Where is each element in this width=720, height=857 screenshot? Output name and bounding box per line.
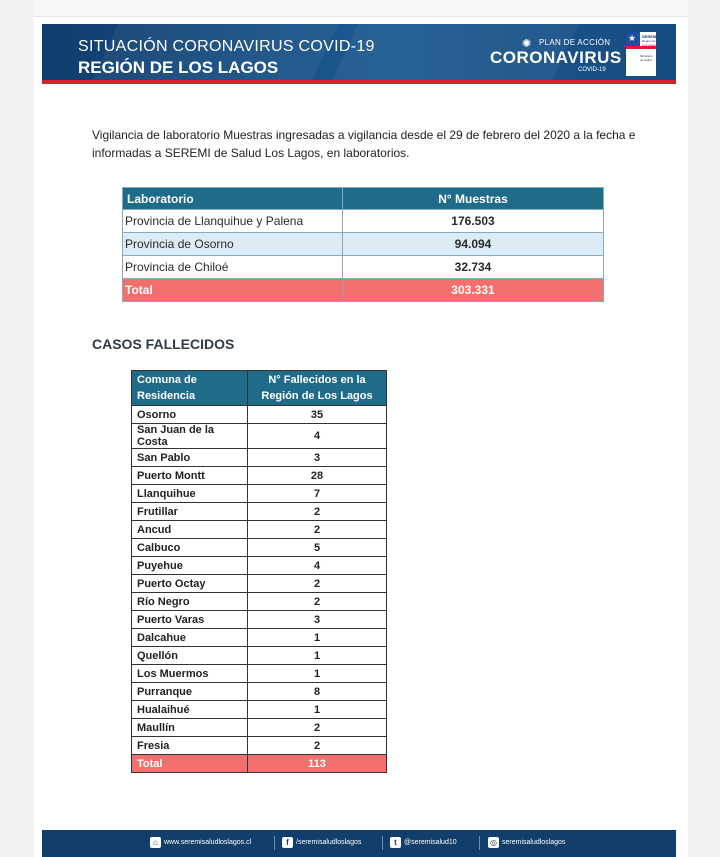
comuna-name: Puyehue — [132, 557, 248, 575]
lab-value: 94.094 — [343, 233, 604, 256]
table-row — [132, 593, 387, 611]
fallecidos-value: 2 — [248, 593, 387, 611]
header-fallecidos: N° Fallecidos en la Región de Los Lagos — [248, 371, 387, 406]
fallecidos-value: 1 — [248, 701, 387, 719]
fallecidos-value: 1 — [248, 629, 387, 647]
comuna-name: Dalcahue — [132, 629, 248, 647]
table-header-row — [132, 371, 387, 406]
table-row — [132, 575, 387, 593]
intro-paragraph: Vigilancia de laboratorio Muestras ingresadas a vigilancia desde el 29 de febrero del 2020 a la fecha e informadas a SEREMI de Salud Los Lagos, en laboratorios. — [92, 128, 636, 160]
table-row — [132, 503, 387, 521]
table-row — [123, 233, 604, 256]
table-row — [132, 424, 387, 449]
comuna-name: San Juan de la Costa — [132, 424, 248, 449]
table-row — [132, 539, 387, 557]
comuna-name: San Pablo — [132, 449, 248, 467]
comuna-name: Maullín — [132, 719, 248, 737]
comuna-name: Frutillar — [132, 503, 248, 521]
footer-twitter[interactable] — [390, 837, 457, 848]
table-row — [132, 629, 387, 647]
comuna-name: Purranque — [132, 683, 248, 701]
fallecidos-value: 8 — [248, 683, 387, 701]
table-row — [132, 737, 387, 755]
footer-bar — [42, 830, 676, 857]
plan-logo-icon: ✺ — [522, 38, 532, 50]
web-icon: ⌂ — [150, 837, 161, 848]
fallecidos-value: 3 — [248, 611, 387, 629]
table-row — [123, 210, 604, 233]
twitter-icon: t — [390, 837, 401, 848]
header-comuna: Comuna de Residencia — [132, 371, 248, 406]
footer-facebook-text: /seremisaludloslagos — [296, 839, 362, 846]
instagram-icon: ◎ — [488, 837, 499, 848]
table-row — [132, 719, 387, 737]
fallecidos-value: 2 — [248, 719, 387, 737]
header-banner — [42, 24, 676, 84]
document-page — [34, 0, 688, 857]
comuna-name: Fresia — [132, 737, 248, 755]
footer-web[interactable] — [150, 837, 251, 848]
table-row — [132, 467, 387, 485]
header-title-line1: SITUACIÓN CORONAVIRUS COVID-19 — [78, 38, 375, 55]
deaths-section-title: CASOS FALLECIDOS — [92, 336, 235, 352]
fallecidos-value: 4 — [248, 557, 387, 575]
lab-name: Provincia de Llanquihue y Palena — [123, 210, 343, 233]
header-laboratorio: Laboratorio — [123, 188, 343, 210]
lab-value: 176.503 — [343, 210, 604, 233]
seremi-logo-label: SEREMI — [642, 34, 658, 39]
lab-value: 32.734 — [343, 256, 604, 279]
ministerio-label: Ministerio de Salud — [640, 54, 653, 62]
total-value: 303.331 — [343, 279, 604, 302]
table-row — [132, 647, 387, 665]
brand-coronavirus: CORONAVIRUS — [490, 48, 622, 67]
table-row — [123, 256, 604, 279]
deaths-table — [131, 370, 387, 773]
table-row — [132, 683, 387, 701]
fallecidos-value: 2 — [248, 737, 387, 755]
fallecidos-value: 3 — [248, 449, 387, 467]
comuna-name: Río Negro — [132, 593, 248, 611]
table-row — [132, 406, 387, 424]
fallecidos-value: 4 — [248, 424, 387, 449]
fallecidos-value: 5 — [248, 539, 387, 557]
table-row — [132, 521, 387, 539]
fallecidos-value: 35 — [248, 406, 387, 424]
table-row — [132, 485, 387, 503]
total-row — [123, 279, 604, 302]
comuna-name: Quellón — [132, 647, 248, 665]
table-row — [132, 701, 387, 719]
brand-sub: COVID-19 — [578, 67, 606, 73]
footer-twitter-text: @seremisalud10 — [404, 839, 457, 846]
lab-samples-table — [122, 187, 604, 302]
comuna-name: Calbuco — [132, 539, 248, 557]
table-row — [132, 611, 387, 629]
total-value: 113 — [248, 755, 387, 773]
fallecidos-value: 2 — [248, 503, 387, 521]
comuna-name: Hualaihué — [132, 701, 248, 719]
footer-instagram[interactable] — [488, 837, 565, 848]
plan-label: PLAN DE ACCIÓN — [539, 38, 611, 47]
comuna-name: Puerto Varas — [132, 611, 248, 629]
star-icon: ★ — [628, 33, 637, 43]
total-row — [132, 755, 387, 773]
seremi-logo-sub: Región de Los Lagos — [642, 39, 656, 47]
table-row — [132, 449, 387, 467]
header-red-stripe — [42, 80, 676, 84]
comuna-name: Osorno — [132, 406, 248, 424]
footer-web-text: www.seremisaludloslagos.cl — [164, 839, 252, 846]
seremi-logo — [626, 32, 656, 76]
facebook-icon: f — [282, 837, 293, 848]
comuna-name: Puerto Octay — [132, 575, 248, 593]
comuna-name: Llanquihue — [132, 485, 248, 503]
fallecidos-value: 1 — [248, 647, 387, 665]
fallecidos-value: 2 — [248, 575, 387, 593]
fallecidos-value: 7 — [248, 485, 387, 503]
comuna-name: Puerto Montt — [132, 467, 248, 485]
fallecidos-value: 28 — [248, 467, 387, 485]
deaths-table-body — [132, 406, 387, 773]
total-label: Total — [123, 279, 343, 302]
comuna-name: Ancud — [132, 521, 248, 539]
page-top-strip — [34, 0, 688, 17]
fallecidos-value: 2 — [248, 521, 387, 539]
table-row — [132, 557, 387, 575]
lab-name: Provincia de Osorno — [123, 233, 343, 256]
comuna-name: Los Muermos — [132, 665, 248, 683]
table-header-row — [123, 188, 604, 210]
total-label: Total — [132, 755, 248, 773]
fallecidos-value: 1 — [248, 665, 387, 683]
footer-instagram-text: seremisaludloslagos — [502, 839, 566, 846]
footer-facebook[interactable] — [282, 837, 361, 848]
header-title-line2: REGIÓN DE LOS LAGOS — [78, 58, 279, 77]
lab-name: Provincia de Chiloé — [123, 256, 343, 279]
header-muestras: N° Muestras — [343, 188, 604, 210]
table-row — [132, 665, 387, 683]
